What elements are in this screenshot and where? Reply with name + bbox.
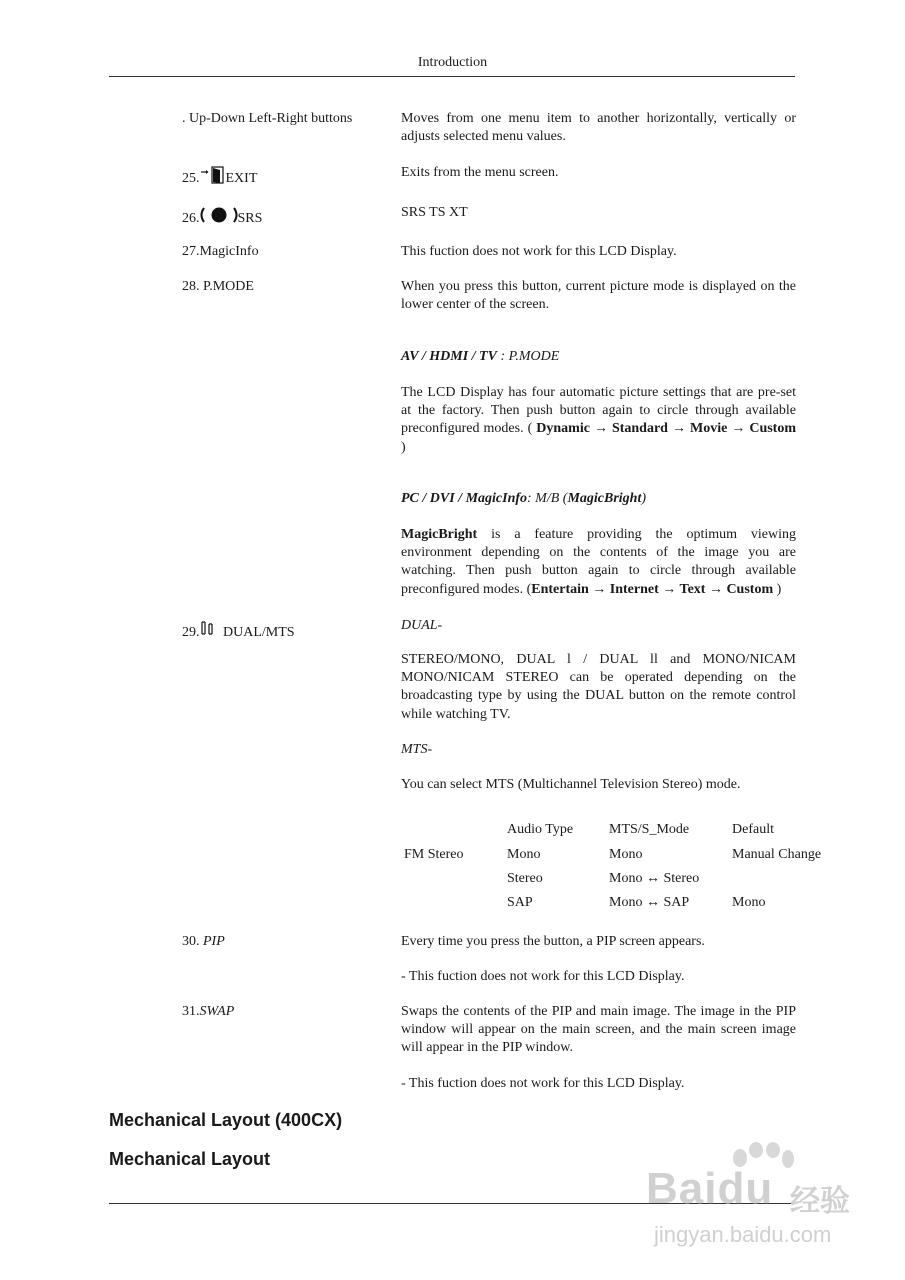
pc-heading-bold2: MagicBright [567,491,642,506]
term-srs-number: 26. [182,211,200,226]
mts-heading: MTS- [401,742,433,757]
table-cell: Mono ↔ SAP [609,895,690,910]
desc-pip: Every time you press the button, a PIP screen appears. [401,934,705,949]
table-group-fm-stereo: FM Stereo [404,847,464,862]
term-swap-label: SWAP [199,1004,235,1019]
mb-bold: MagicBright [401,527,478,542]
dual-text: STEREO/MONO, DUAL l / DUAL ll and MONO/NICAM MONO/NICAM STEREO can be operated depending on the broadcasting type by using the DUAL button on the remote control while watching TV. [401,652,796,722]
term-pmode: 28. P.MODE [182,279,254,294]
watermark-cn: 经验 [790,1185,850,1218]
term-exit-number: 25. [182,171,200,186]
note-swap: - This fuction does not work for this LCD Display. [401,1076,685,1091]
desc-magicinfo: This fuction does not work for this LCD Display. [401,244,677,259]
mb-text: is a feature providing the optimum viewing environment depending on the contents of the image you are watching. Then push button again to circle through available preconfigured modes. ( [401,527,796,597]
desc-pmode: When you press this button, current picture mode is displayed on the lower center of the screen. [401,279,796,313]
term-srs-label: SRS [237,211,263,226]
dual-mts-icon [200,620,220,644]
av-heading-bold: AV / HDMI / TV [401,349,497,364]
table-cell: Mono [507,847,541,862]
header-rule [109,76,795,77]
page-header-title: Introduction [417,55,488,70]
table-cell: Manual Change [732,847,822,862]
magicbright-paragraph [401,526,796,599]
term-dual-label: DUAL/MTS [223,625,295,640]
av-close: ) [401,439,406,455]
term-updown: . Up-Down Left-Right buttons [182,111,353,126]
term-pip-number: 30. [182,934,203,949]
term-swap-number: 31. [182,1004,200,1019]
term-srs [182,206,262,230]
term-swap [182,1003,234,1021]
av-heading-rest: : P.MODE [496,349,560,364]
term-pip-label: PIP [203,934,225,949]
term-dual [182,620,295,644]
pc-heading-bold: PC / DVI / MagicInfo [401,491,528,506]
term-pip [182,933,225,951]
av-text: The LCD Display has four automatic picture settings that are pre-set at the factory. Then push button again to circle through available preconfigured modes. ( [401,385,796,437]
table-header-mts-mode: MTS/S_Mode [609,822,690,837]
term-dual-number: 29. [182,625,200,640]
srs-icon [200,206,238,230]
pc-heading-close: ) [641,491,647,506]
baidu-watermark [640,1142,875,1267]
term-exit-label: EXIT [225,171,258,186]
table-cell: Stereo [507,871,543,886]
desc-swap: Swaps the contents of the PIP and main image. The image in the PIP window will appear on the main screen, and the main screen image will appear in the PIP window. [401,1004,796,1056]
table-header-default: Default [732,822,774,837]
section-heading-mechanical-400cx: Mechanical Layout (400CX) [109,1110,343,1130]
mts-text: You can select MTS (Multichannel Television Stereo) mode. [401,777,741,792]
table-cell: Mono ↔ Stereo [609,871,700,886]
av-modes: Dynamic → Standard → Movie → Custom [536,421,796,437]
watermark-logo: Baidu [646,1164,774,1213]
table-cell: SAP [507,895,533,910]
desc-updown: Moves from one menu item to another horizontally, vertically or adjusts selected menu values. [401,111,796,145]
note-pip: - This fuction does not work for this LCD Display. [401,969,685,984]
term-magicinfo: 27.MagicInfo [182,244,259,259]
desc-srs: SRS TS XT [401,205,468,220]
exit-door-icon [200,166,226,190]
section-heading-mechanical: Mechanical Layout [109,1149,271,1169]
table-cell: Mono [732,895,766,910]
dual-heading: DUAL- [401,618,443,633]
av-heading [401,348,796,366]
desc-exit: Exits from the menu screen. [401,165,559,180]
mb-close: ) [773,581,782,597]
term-exit [182,166,257,190]
pc-heading [401,490,796,508]
watermark-url: jingyan.baidu.com [654,1222,832,1247]
mb-modes: Entertain → Internet → Text → Custom [531,581,774,597]
table-cell: Mono [609,847,643,862]
table-header-audio-type: Audio Type [507,822,574,837]
av-paragraph [401,384,796,457]
pc-heading-rest: : M/B ( [527,491,568,506]
